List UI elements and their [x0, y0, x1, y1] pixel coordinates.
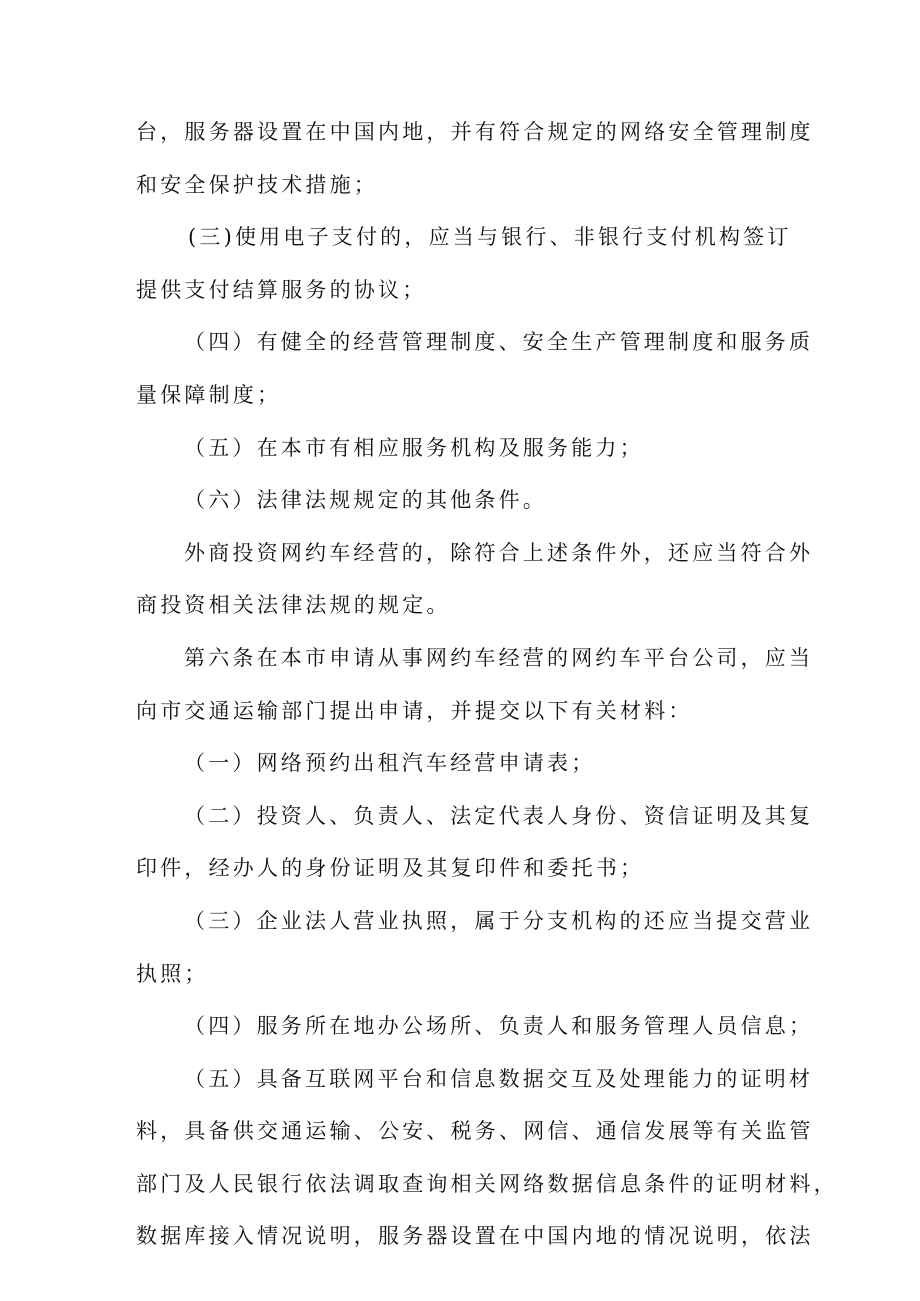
text-line: 部门及人民银行依法调取查询相关网络数据信息条件的证明材料，	[136, 1171, 838, 1196]
text-line: （四）有健全的经营管理制度、安全生产管理制度和服务质	[184, 330, 814, 355]
text-line: 料，具备供交通运输、公安、税务、网信、通信发展等有关监管	[136, 1119, 814, 1144]
text-line: （二）投资人、负责人、法定代表人身份、资信证明及其复	[184, 803, 814, 828]
text-line: 和安全保护技术措施；	[136, 172, 378, 197]
text-line: （四）服务所在地办公场所、负责人和服务管理人员信息；	[184, 1014, 814, 1039]
text-line: 台，服务器设置在中国内地，并有符合规定的网络安全管理制度	[136, 120, 814, 144]
text-line: 外商投资网约车经营的，除符合上述条件外，还应当符合外	[184, 540, 814, 565]
text-line: 商投资相关法律法规的规定。	[136, 593, 451, 618]
text-line: （五）在本市有相应服务机构及服务能力；	[184, 435, 644, 460]
text-line: 提供支付结算服务的协议；	[136, 277, 427, 302]
text-line: （一）网络预约出租汽车经营申请表；	[184, 751, 596, 776]
text-line: （三）企业法人营业执照，属于分支机构的还应当提交营业	[184, 908, 814, 933]
text-line: 量保障制度；	[136, 382, 282, 407]
text-line: 印件，经办人的身份证明及其复印件和委托书；	[136, 856, 645, 881]
text-line: （六）法律法规规定的其他条件。	[184, 488, 547, 513]
text-line: 数据库接入情况说明，服务器设置在中国内地的情况说明，依法	[136, 1224, 814, 1249]
document-body	[136, 106, 838, 1263]
text-line: 第六条在本市申请从事网约车经营的网约车平台公司，应当	[184, 645, 814, 670]
text-line: （五）具备互联网平台和信息数据交互及处理能力的证明材	[184, 1066, 814, 1091]
text-line: 向市交通运输部门提出申请，并提交以下有关材料：	[136, 698, 693, 723]
text-line: (三)使用电子支付的，应当与银行、非银行支付机构签订	[188, 225, 792, 250]
text-line: 执照；	[136, 961, 209, 986]
